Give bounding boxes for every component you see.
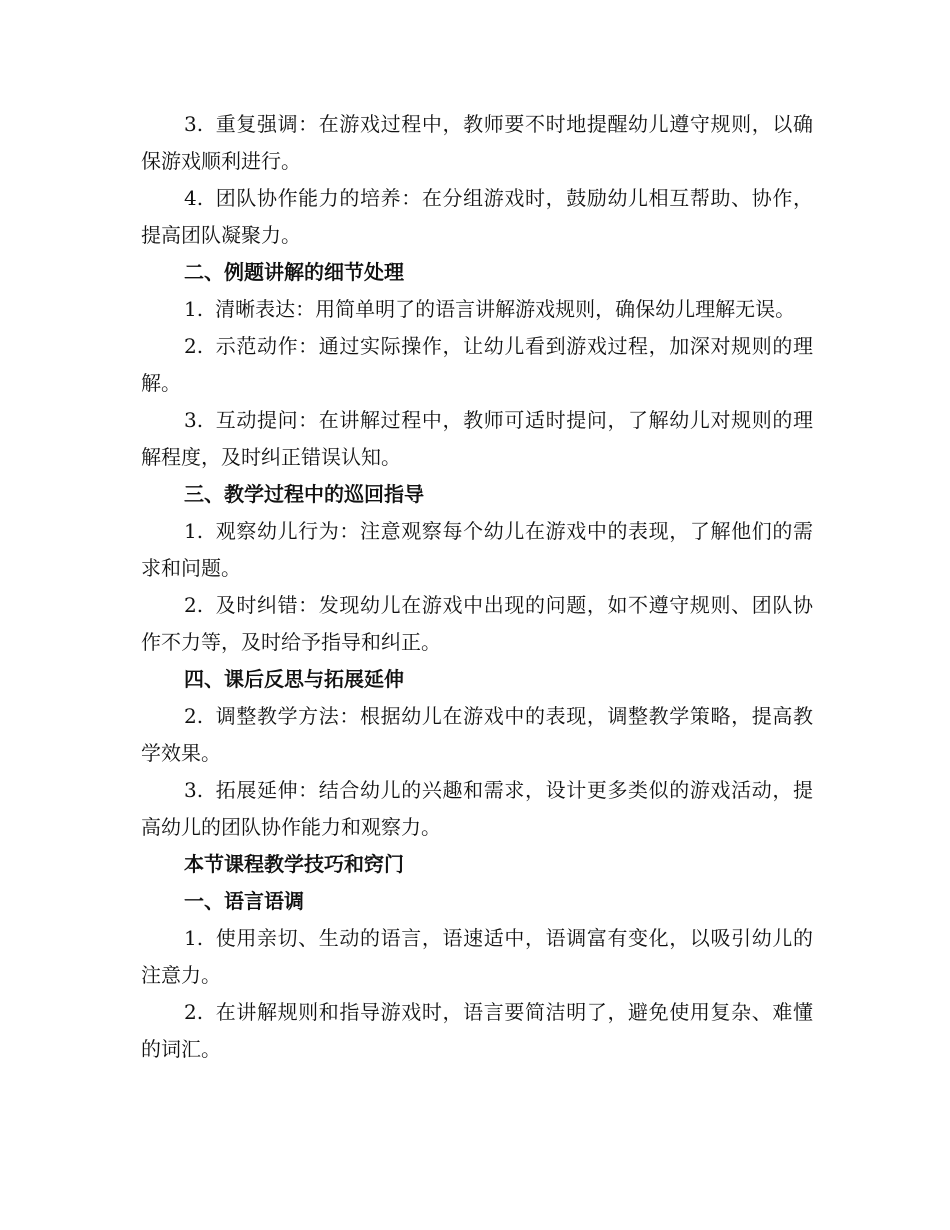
- item-number: 1.: [184, 926, 204, 950]
- paragraph-teamwork: [141, 180, 813, 254]
- paragraph-text: 互动提问：在讲解过程中，教师可适时提问，了解幼儿对规则的理解程度，及时纠正错误认知。: [141, 408, 813, 469]
- paragraph-clear-expression: [141, 291, 813, 328]
- paragraph-text: 使用亲切、生动的语言，语速适中，语调富有变化，以吸引幼儿的注意力。: [141, 926, 813, 987]
- paragraph-extension: [141, 772, 813, 846]
- paragraph-text: 团队协作能力的培养：在分组游戏时，鼓励幼儿相互帮助、协作，提高团队凝聚力。: [141, 186, 813, 247]
- item-number: 3.: [184, 408, 204, 432]
- paragraph-interactive-questions: [141, 402, 813, 476]
- paragraph-text: 在讲解规则和指导游戏时，语言要简洁明了，避免使用复杂、难懂的词汇。: [141, 1000, 813, 1061]
- paragraph-text: 清晰表达：用简单明了的语言讲解游戏规则，确保幼儿理解无误。: [215, 297, 796, 321]
- paragraph-adjust-methods: [141, 698, 813, 772]
- item-number: 2.: [184, 1000, 204, 1024]
- paragraph-repeat-emphasis: [141, 106, 813, 180]
- item-number: 1.: [184, 519, 204, 543]
- section-heading-patrol-guidance: 三、教学过程中的巡回指导: [184, 482, 424, 506]
- paragraph-timely-correction: [141, 587, 813, 661]
- item-number: 2.: [184, 593, 204, 617]
- paragraph-text: 拓展延伸：结合幼儿的兴趣和需求，设计更多类似的游戏活动，提高幼儿的团队协作能力和观察力。: [141, 778, 813, 839]
- paragraph-text: 重复强调：在游戏过程中，教师要不时地提醒幼儿遵守规则，以确保游戏顺利进行。: [141, 112, 813, 173]
- section-heading-reflection-extension: 四、课后反思与拓展延伸: [184, 667, 404, 691]
- section-heading-example-details: 二、例题讲解的细节处理: [184, 260, 404, 284]
- paragraph-text: 调整教学方法：根据幼儿在游戏中的表现，调整教学策略，提高教学效果。: [141, 704, 813, 765]
- paragraph-text: 观察幼儿行为：注意观察每个幼儿在游戏中的表现，了解他们的需求和问题。: [141, 519, 813, 580]
- item-number: 1.: [184, 297, 204, 321]
- section-heading-language-tone: 一、语言语调: [184, 889, 304, 913]
- paragraph-demonstration: [141, 328, 813, 402]
- paragraph-observe-behavior: [141, 513, 813, 587]
- item-number: 2.: [184, 704, 204, 728]
- item-number: 3.: [184, 112, 204, 136]
- paragraph-friendly-language: [141, 920, 813, 994]
- section-heading-teaching-tips: 本节课程教学技巧和窍门: [184, 852, 404, 876]
- paragraph-concise-language: [141, 994, 813, 1068]
- paragraph-text: 及时纠错：发现幼儿在游戏中出现的问题，如不遵守规则、团队协作不力等，及时给予指导和纠正。: [141, 593, 813, 654]
- item-number: 2.: [184, 334, 204, 358]
- item-number: 3.: [184, 778, 204, 802]
- paragraph-text: 示范动作：通过实际操作，让幼儿看到游戏过程，加深对规则的理解。: [141, 334, 813, 395]
- document-body: [141, 106, 813, 1068]
- item-number: 4.: [184, 186, 204, 210]
